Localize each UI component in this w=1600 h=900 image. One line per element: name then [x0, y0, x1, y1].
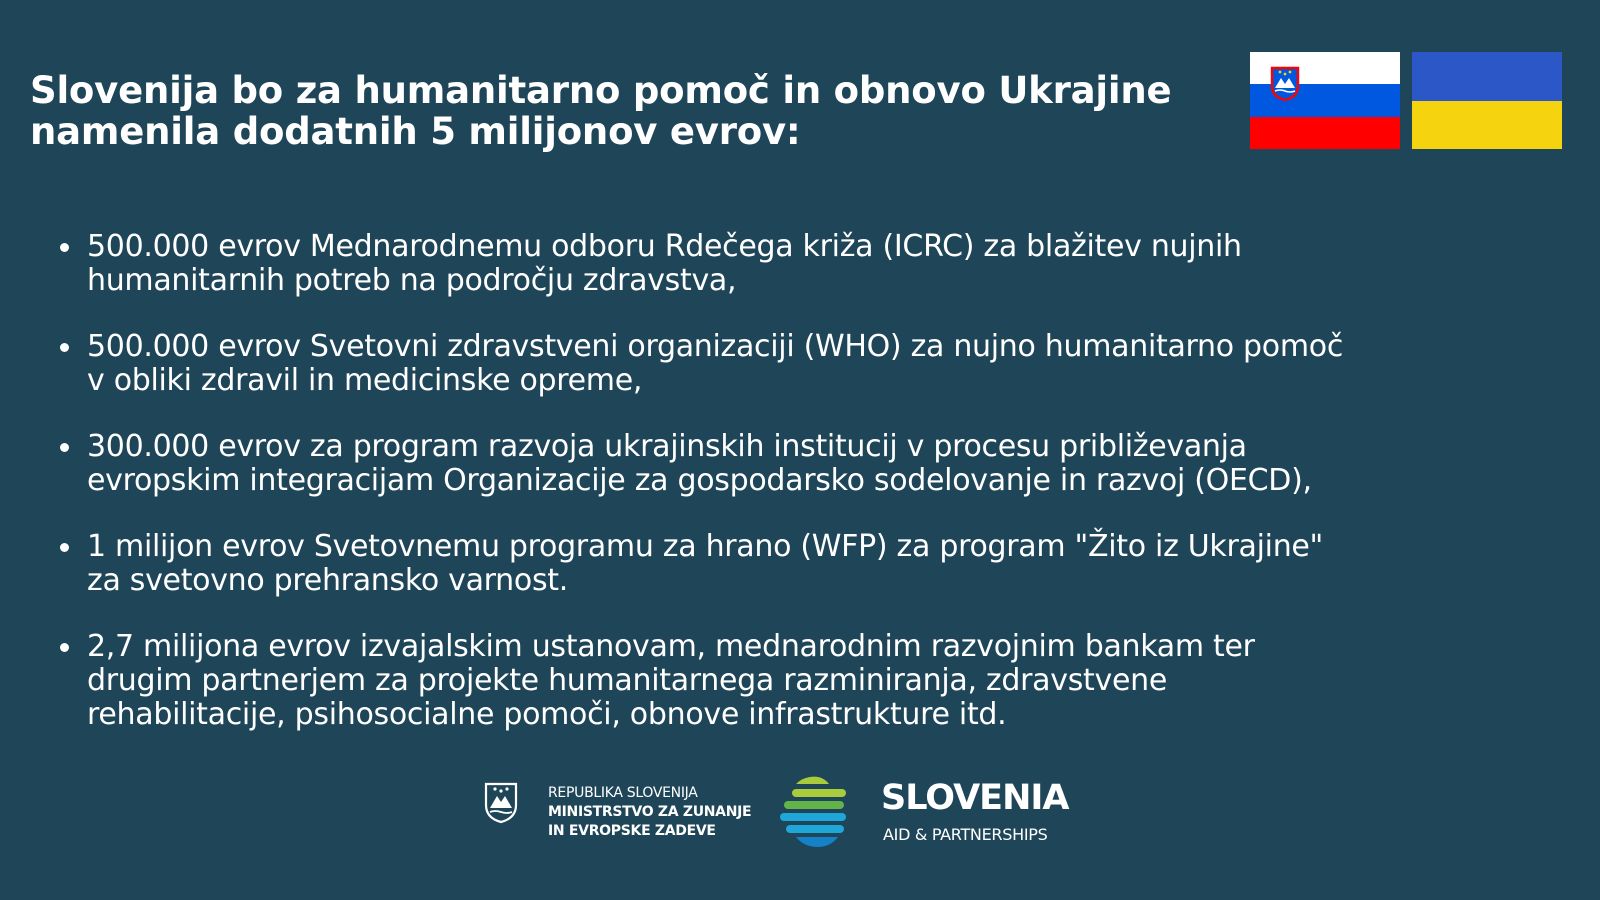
list-item — [58, 330, 1558, 398]
ministry-name — [548, 784, 751, 841]
footer-logos — [484, 770, 1084, 850]
page-title — [30, 70, 1210, 152]
list-item-line: drugim partnerjem za projekte humanitarnega razminiranja, zdravstvene — [87, 663, 1167, 698]
list-item-line: 300.000 evrov za program razvoja ukrajinskih institucij v procesu približevanja — [87, 429, 1247, 464]
slovenia-flag — [1250, 52, 1400, 149]
title-line-2: namenila dodatnih 5 milijonov evrov: — [30, 110, 801, 153]
aid-title: SLOVENIA — [881, 778, 1069, 818]
list-item-line: 2,7 milijona evrov izvajalskim ustanovam, mednarodnim razvojnim bankam ter — [87, 629, 1255, 664]
coat-of-arms-icon — [1270, 66, 1300, 102]
list-item — [58, 230, 1558, 298]
list-item-line: v obliki zdravil in medicinske opreme, — [87, 363, 643, 398]
list-item — [58, 630, 1558, 732]
ministry-line-2: MINISTRSTVO ZA ZUNANJE — [548, 804, 752, 820]
list-item-line: 500.000 evrov Svetovni zdravstveni organizaciji (WHO) za nujno humanitarno pomoč — [87, 329, 1344, 364]
slovenia-aid-logo-icon — [774, 770, 854, 850]
list-item — [58, 530, 1558, 598]
ministry-line-1: REPUBLIKA SLOVENIJA — [548, 785, 698, 801]
ukraine-flag — [1412, 52, 1562, 149]
ministry-emblem-icon — [484, 782, 518, 824]
bullet-list — [58, 230, 1558, 764]
list-item-line: 1 milijon evrov Svetovnemu programu za hrano (WFP) za program "Žito iz Ukrajine" — [87, 529, 1324, 564]
ministry-line-3: IN EVROPSKE ZADEVE — [548, 823, 716, 839]
title-line-1: Slovenija bo za humanitarno pomoč in obnovo Ukrajine — [30, 69, 1172, 112]
aid-subtitle: AID & PARTNERSHIPS — [883, 825, 1048, 844]
flags — [1250, 52, 1562, 149]
list-item — [58, 430, 1558, 498]
list-item-line: humanitarnih potreb na področju zdravstva, — [87, 263, 737, 298]
list-item-line: evropskim integracijam Organizacije za gospodarsko sodelovanje in razvoj (OECD), — [87, 463, 1312, 498]
list-item-line: za svetovno prehransko varnost. — [87, 563, 568, 598]
list-item-line: rehabilitacije, psihosocialne pomoči, obnove infrastrukture itd. — [87, 697, 1007, 732]
list-item-line: 500.000 evrov Mednarodnemu odboru Rdečega križa (ICRC) za blažitev nujnih — [87, 229, 1242, 264]
